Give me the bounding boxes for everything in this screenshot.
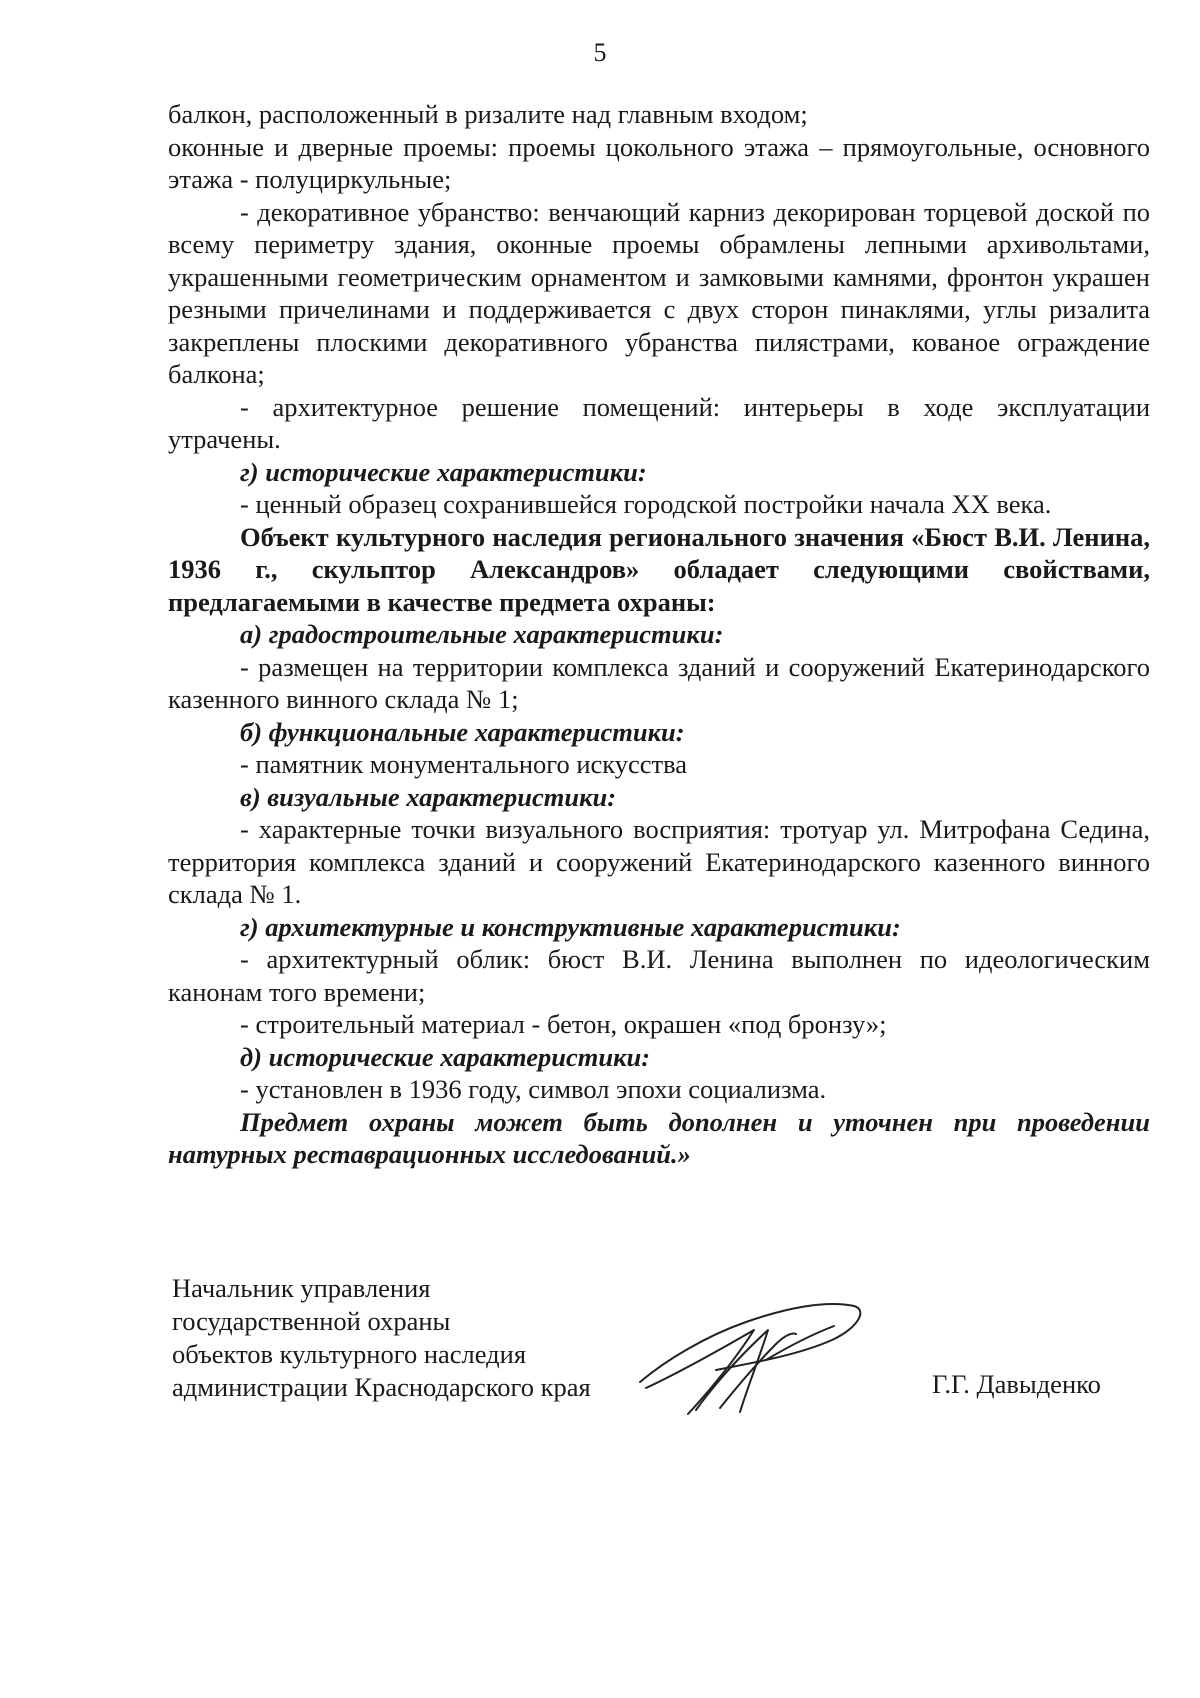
paragraph: - размещен на территории комплекса зданий и сооружений Екатеринодарского казенного винного склада № 1; xyxy=(168,651,1150,714)
position-line: объектов культурного наследия xyxy=(172,1339,527,1369)
closing-note: Предмет охраны может быть дополнен и уточнен при проведении натурных реставрационных исследований.» xyxy=(168,1106,1150,1169)
object-statement: Объект культурного наследия регионального значения «Бюст В.И. Ленина, 1936 г., скульптор Александров» обладает следующими свойствами, предлагаемыми в качестве предмета охраны: xyxy=(168,521,1150,617)
handwritten-signature xyxy=(636,1300,866,1428)
page-number: 5 xyxy=(593,38,607,67)
paragraph: - строительный материал - бетон, окрашен «под бронзу»; xyxy=(240,1009,887,1039)
position-line: государственной охраны xyxy=(172,1306,451,1336)
section-heading: д) исторические характеристики: xyxy=(240,1041,651,1072)
section-heading: г) исторические характеристики: xyxy=(240,456,647,487)
paragraph: - декоративное убранство: венчающий карниз декорирован торцевой доской по всему периметру здания, оконные проемы обрамлены лепными архивольтами, украшенными геометрическим орнаментом и замковыми камнями, фронтон украшен резными причелинами и поддерживается с двух сторон пинаклями, углы ризалита закреплены плоскими декоративного убранства пилястрами, кованое ограждение балкона; xyxy=(168,196,1150,389)
paragraph: - архитектурный облик: бюст В.И. Ленина выполнен по идеологическим канонам того времени; xyxy=(168,944,1150,1007)
paragraph: - памятник монументального искусства xyxy=(240,749,688,779)
section-heading: г) архитектурные и конструктивные характеристики: xyxy=(240,911,901,942)
paragraph: балкон, расположенный в ризалите над главным входом; xyxy=(168,99,808,129)
section-heading: а) градостроительные характеристики: xyxy=(240,619,724,649)
paragraph: оконные и дверные проемы: проемы цокольного этажа – прямоугольные, основного этажа - полуциркульные; xyxy=(168,131,1150,194)
document-body xyxy=(168,98,1150,1171)
paragraph: - характерные точки визуального восприятия: тротуар ул. Митрофана Седина, территория комплекса зданий и сооружений Екатеринодарского казенного винного склада № 1. xyxy=(168,814,1150,909)
section-heading: б) функциональные характеристики: xyxy=(240,716,685,747)
paragraph: - архитектурное решение помещений: интерьеры в ходе эксплуатации утрачены. xyxy=(168,391,1150,454)
position-line: администрации Краснодарского края xyxy=(172,1372,591,1402)
position-line: Начальник управления xyxy=(172,1273,431,1303)
paragraph: - ценный образец сохранившейся городской постройки начала XX века. xyxy=(240,489,1052,519)
signer-name: Г.Г. Давыденко xyxy=(932,1369,1101,1399)
section-heading: в) визуальные характеристики: xyxy=(240,781,617,812)
paragraph: - установлен в 1936 году, символ эпохи социализма. xyxy=(240,1074,827,1104)
signatory-position xyxy=(172,1272,591,1404)
